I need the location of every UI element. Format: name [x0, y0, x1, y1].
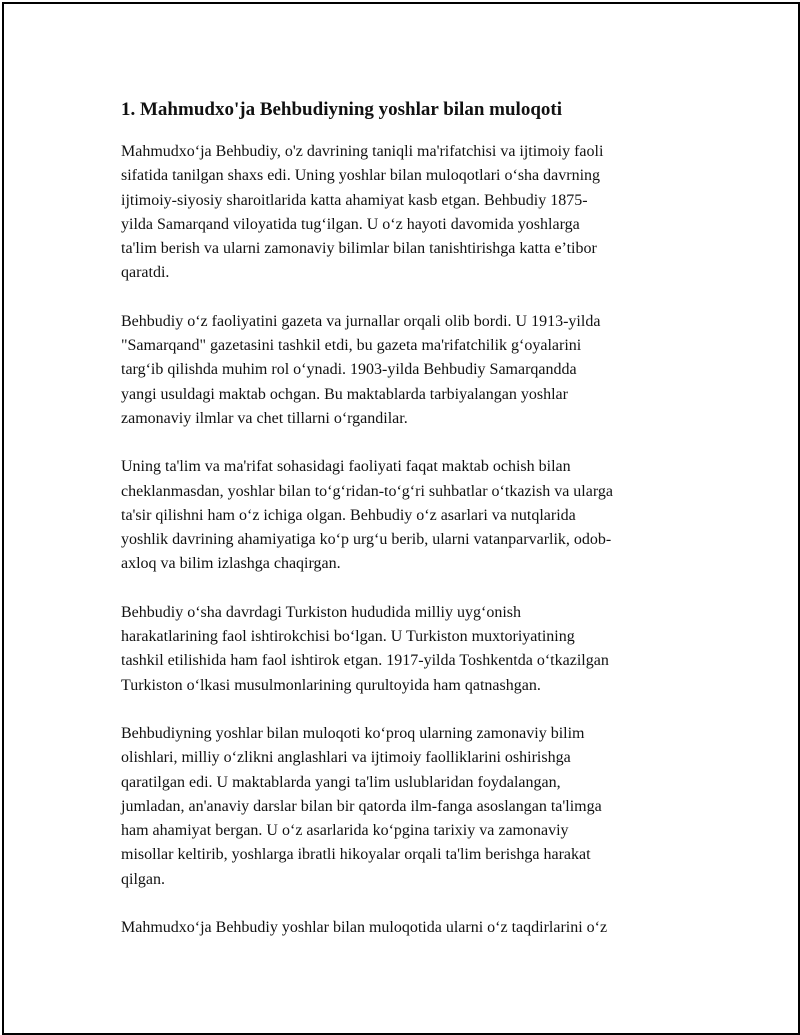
- paragraph-line: yoshlik davrining ahamiyatiga koʻp urgʻu berib, ularni vatanparvarlik, odob-: [121, 531, 612, 549]
- paragraph-line: olishlari, milliy oʻzlikni anglashlari va ijtimoiy faolliklarini oshirishga: [121, 749, 571, 767]
- paragraph-line: jumladan, an'anaviy darslar bilan bir qatorda ilm-fanga asoslangan ta'limga: [121, 797, 602, 815]
- paragraph-line: ham ahamiyat bergan. U oʻz asarlarida koʻpgina tarixiy va zamonaviy: [121, 822, 569, 840]
- paragraph-list: [121, 140, 696, 940]
- paragraph-line: zamonaviy ilmlar va chet tillarni oʻrgandilar.: [121, 409, 408, 427]
- paragraph-line: yilda Samarqand viloyatida tugʻilgan. U oʻz hayoti davomida yoshlarga: [121, 215, 580, 233]
- paragraph-line: harakatlarining faol ishtirokchisi boʻlgan. U Turkiston muxtoriyatining: [121, 628, 575, 646]
- paragraph: [121, 722, 696, 892]
- paragraph-line: sifatida tanilgan shaxs edi. Uning yoshlar bilan muloqotlari oʻsha davrning: [121, 167, 601, 185]
- paragraph: [121, 601, 696, 698]
- paragraph-line: Behbudiy oʻsha davrdagi Turkiston hududida milliy uygʻonish: [121, 603, 521, 621]
- paragraph-line: tashkil etilishida ham faol ishtirok etgan. 1917-yilda Toshkentda oʻtkazilgan: [121, 652, 609, 670]
- paragraph-line: Behbudiyning yoshlar bilan muloqoti koʻproq ularning zamonaviy bilim: [121, 724, 585, 742]
- paragraph-line: axloq va bilim izlashga chaqirgan.: [121, 555, 341, 573]
- paragraph: [121, 455, 696, 576]
- paragraph-line: Mahmudxoʻja Behbudiy, o'z davrining taniqli ma'rifatchisi va ijtimoiy faoli: [121, 143, 604, 160]
- paragraph-line: yangi usuldagi maktab ochgan. Bu maktablarda tarbiyalangan yoshlar: [121, 385, 568, 403]
- paragraph-line: ijtimoiy-siyosiy sharoitlarida katta ahamiyat kasb etgan. Behbudiy 1875-: [121, 191, 588, 209]
- page-frame: [2, 2, 800, 1035]
- paragraph-line: Turkiston oʻlkasi musulmonlarining qurultoyida ham qatnashgan.: [121, 676, 541, 694]
- paragraph: [121, 916, 696, 940]
- document-body: [121, 98, 696, 964]
- paragraph-line: qaratilgan edi. U maktablarda yangi ta'lim uslublaridan foydalangan,: [121, 773, 561, 791]
- paragraph-line: Mahmudxoʻja Behbudiy yoshlar bilan muloqotida ularni oʻz taqdirlarini oʻz: [121, 919, 608, 937]
- document-title: 1. Mahmudxo'ja Behbudiyning yoshlar bilan muloqoti: [121, 99, 562, 120]
- paragraph-line: qaratdi.: [121, 264, 170, 282]
- paragraph-line: ta'lim berish va ularni zamonaviy bilimlar bilan tanishtirishga katta e’tibor: [121, 240, 597, 258]
- paragraph-line: qilgan.: [121, 870, 165, 888]
- paragraph: [121, 140, 696, 286]
- paragraph-line: "Samarqand" gazetasini tashkil etdi, bu gazeta ma'rifatchilik gʻoyalarini: [121, 337, 582, 355]
- paragraph-line: ta'sir qilishni ham oʻz ichiga olgan. Behbudiy oʻz asarlari va nutqlarida: [121, 506, 576, 524]
- paragraph-line: targʻib qilishda muhim rol oʻynadi. 1903-yilda Behbudiy Samarqandda: [121, 361, 577, 379]
- paragraph-line: Behbudiy oʻz faoliyatini gazeta va jurnallar orqali olib bordi. U 1913-yilda: [121, 312, 601, 330]
- paragraph-line: cheklanmasdan, yoshlar bilan toʻgʻridan-toʻgʻri suhbatlar oʻtkazish va ularga: [121, 482, 613, 500]
- paragraph-line: misollar keltirib, yoshlarga ibratli hikoyalar orqali ta'lim berishga harakat: [121, 846, 591, 864]
- paragraph: [121, 310, 696, 431]
- paragraph-line: Uning ta'lim va ma'rifat sohasidagi faoliyati faqat maktab ochish bilan: [121, 458, 571, 476]
